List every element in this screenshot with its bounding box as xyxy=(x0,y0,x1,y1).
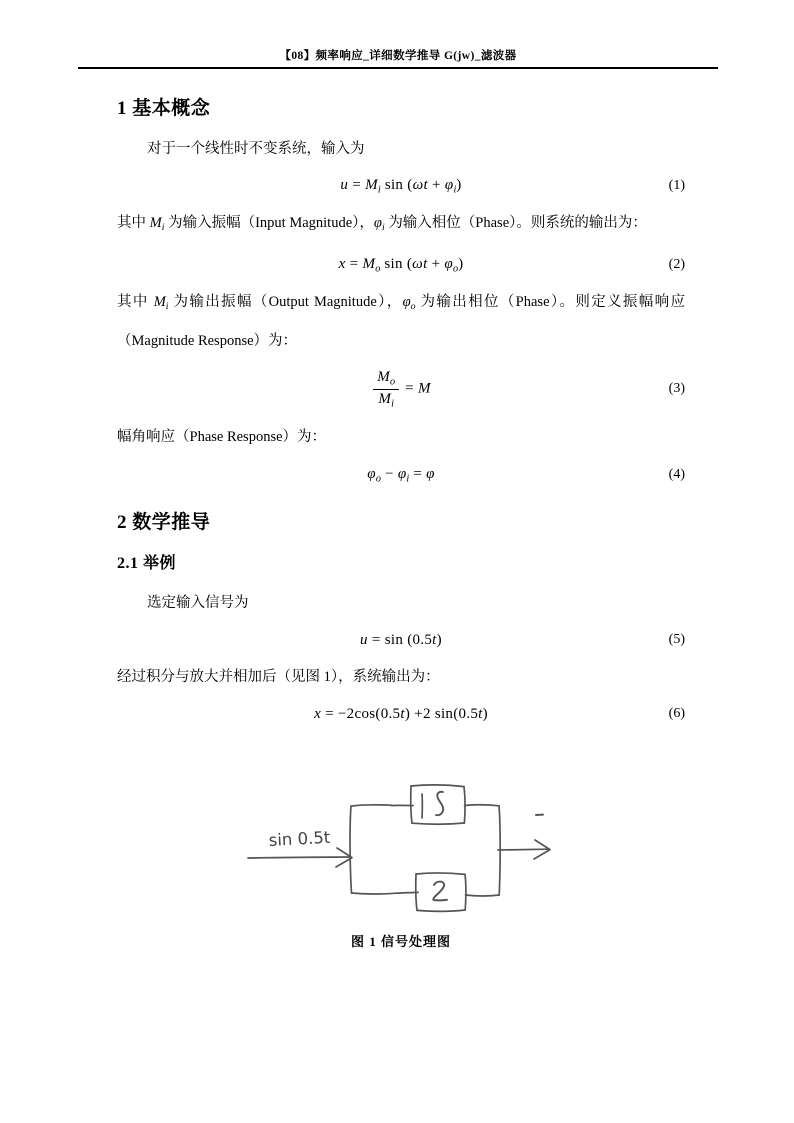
eq4-rhs: φ xyxy=(426,466,435,483)
eq2-omega: ω xyxy=(412,256,424,273)
integrator-block-bottom xyxy=(412,823,464,824)
equation-2-number: (2) xyxy=(668,257,685,273)
eq5-sin: sin xyxy=(384,631,404,648)
eq1-close-paren: ) xyxy=(456,176,462,193)
eq6-close-paren-1: ) xyxy=(404,705,411,722)
paragraph-3-symbol-M-sub: i xyxy=(165,301,169,313)
eq3-num-M: M xyxy=(377,369,390,386)
eq6-equals: = xyxy=(325,705,334,722)
paragraph-3-symbol-phi: φ xyxy=(402,294,411,311)
eq1-magnitude: M xyxy=(365,176,378,193)
eq2-close-paren: ) xyxy=(458,256,464,273)
eq2-phi-sub: o xyxy=(453,263,459,275)
gain-two-glyph xyxy=(433,882,447,901)
paragraph-2-run-b: 为输入振幅（Input Magnitude）， xyxy=(164,215,374,231)
paragraph-3-run-c: 为输出相位（Phase）。则定义振幅响应（Magnitude Response）为： xyxy=(117,294,685,350)
eq6-coefficient-2: 2 xyxy=(422,705,431,722)
paragraph-3-run-a: 其中 xyxy=(117,294,154,311)
paragraph-2-symbol-phi-sub: i xyxy=(381,222,385,234)
eq6-t-2: t xyxy=(478,705,483,722)
eq6-close-paren-2: ) xyxy=(482,705,488,722)
page-header xyxy=(78,48,718,69)
eq3-fraction xyxy=(373,369,399,409)
eq1-phi-sub: i xyxy=(453,184,457,196)
eq1-omega: ω xyxy=(412,176,424,193)
eq3-equals: = xyxy=(405,380,414,397)
equation-4-body xyxy=(367,466,435,484)
eq5-close-paren: ) xyxy=(436,631,442,648)
merge-wire-bottom xyxy=(466,895,500,896)
equation-1-number: (1) xyxy=(668,178,685,193)
eq4-phi-out-sub: o xyxy=(375,473,381,485)
eq6-open-paren-2: ( xyxy=(453,705,459,722)
eq6-coefficient-1: 0.5 xyxy=(380,705,401,722)
eq3-rhs: M xyxy=(417,380,431,397)
input-signal-label: sin 0.5t xyxy=(268,827,331,850)
eq4-phi-in: φ xyxy=(397,466,407,483)
eq5-open-paren: ( xyxy=(407,631,413,648)
paragraph-3-symbol-M: M xyxy=(153,294,166,311)
paragraph-6: 经过积分与放大并相加后（见图 1），系统输出为： xyxy=(117,669,440,686)
eq2-magnitude-sub: o xyxy=(375,263,381,275)
header-title: 【08】频率响应_详细数学推导 G(jw)_滤波器 xyxy=(279,50,517,62)
paragraph-3 xyxy=(117,285,685,358)
eq2-plus: + xyxy=(431,256,441,273)
eq2-phi: φ xyxy=(444,256,454,273)
input-line xyxy=(248,857,349,858)
equation-1-row xyxy=(117,166,685,206)
eq4-phi-out: φ xyxy=(367,466,376,483)
split-box-left xyxy=(350,806,351,893)
eq1-magnitude-sub: i xyxy=(377,184,381,196)
equation-5-body xyxy=(360,632,442,649)
eq1-sin: sin xyxy=(384,176,404,193)
paragraph-2-run-c: 为输入相位（Phase）。则系统的输出为： xyxy=(384,215,647,231)
equation-4-row xyxy=(117,454,685,496)
equation-6-number: (6) xyxy=(668,706,685,722)
figure-block xyxy=(117,778,685,950)
equation-4-number: (4) xyxy=(668,467,685,483)
paragraph-2-symbol-M-sub: i xyxy=(161,222,165,234)
eq1-equals: = xyxy=(352,176,362,193)
eq6-sin: sin xyxy=(434,705,454,722)
integrator-block-top xyxy=(411,785,464,787)
paragraph-3-run-b: 为输出振幅（Output Magnitude）， xyxy=(168,294,403,311)
equation-6-body xyxy=(314,706,488,723)
equation-2-row xyxy=(117,245,685,285)
figure-caption: 图 1 信号处理图 xyxy=(350,934,451,949)
header-rule xyxy=(78,67,718,69)
eq1-open-paren: ( xyxy=(407,176,413,193)
eq3-den-sub: i xyxy=(391,398,394,410)
split-box-top xyxy=(352,805,391,806)
integrator-block-left xyxy=(411,786,412,823)
split-box-bottom xyxy=(352,893,397,894)
eq6-t-1: t xyxy=(400,705,405,722)
equation-2-body xyxy=(339,256,464,274)
equation-6-row xyxy=(117,694,685,734)
output-line xyxy=(498,849,548,850)
subsection-heading-2-1: 2.1 举例 xyxy=(117,555,177,573)
eq4-minus: − xyxy=(384,466,394,483)
bottom-branch-wire xyxy=(396,892,418,893)
eq2-open-paren: ( xyxy=(406,256,413,273)
paragraph-5: 选定输入信号为 xyxy=(147,595,249,612)
eq5-equals: = xyxy=(371,631,381,648)
eq6-open-paren-1: ( xyxy=(375,705,381,722)
eq1-plus: + xyxy=(432,176,441,193)
equation-1-body xyxy=(340,177,461,195)
eq1-phi: φ xyxy=(444,176,454,193)
paragraph-2-run-a: 其中 xyxy=(117,215,150,231)
paragraph-4: 幅角响应（Phase Response）为： xyxy=(117,429,327,446)
equation-5-number: (5) xyxy=(668,632,685,648)
eq6-coefficient-3: 0.5 xyxy=(458,705,479,722)
paragraph-2 xyxy=(117,206,685,245)
eq1-t: t xyxy=(423,176,428,193)
section-heading-2: 2 数学推导 xyxy=(117,512,211,534)
equation-5-row xyxy=(117,620,685,660)
gain-block-top xyxy=(416,873,465,874)
eq3-numerator xyxy=(373,369,399,390)
eq3-denominator xyxy=(373,390,399,410)
eq6-lhs: x xyxy=(314,705,322,722)
paragraph-2-symbol-M: M xyxy=(149,215,162,231)
paragraph-3-symbol-phi-sub: o xyxy=(410,301,416,313)
signal-processing-diagram xyxy=(236,778,566,923)
eq3-den-M: M xyxy=(378,390,392,407)
equation-3-row xyxy=(117,358,685,420)
equation-3-body xyxy=(371,369,431,409)
eq5-lhs: u xyxy=(360,631,368,648)
paragraph-2-symbol-phi: φ xyxy=(373,215,382,231)
eq2-t: t xyxy=(423,256,428,273)
merge-wire-top xyxy=(465,805,500,806)
eq2-lhs: x xyxy=(338,256,346,273)
document-body xyxy=(117,96,685,734)
eq5-coefficient: 0.5 xyxy=(412,631,433,648)
paragraph-1: 对于一个线性时不变系统，输入为 xyxy=(147,141,365,157)
eq2-magnitude: M xyxy=(362,256,376,273)
eq3-num-sub: o xyxy=(390,376,396,388)
eq6-plus: + xyxy=(414,705,423,722)
gain-block-bottom xyxy=(417,910,465,911)
eq1-lhs: u xyxy=(340,176,349,193)
eq2-equals: = xyxy=(349,256,359,273)
eq4-phi-in-sub: i xyxy=(406,473,410,485)
eq6-cos: cos xyxy=(354,705,376,722)
integral-sign-glyph xyxy=(436,792,443,815)
section-heading-1: 1 基本概念 xyxy=(117,98,211,119)
eq4-equals: = xyxy=(413,466,423,483)
eq6-neg-coefficient: −2 xyxy=(337,705,355,722)
eq5-t: t xyxy=(432,631,437,648)
eq2-sin: sin xyxy=(384,256,403,273)
equation-3-number: (3) xyxy=(668,381,685,397)
gain-block-right xyxy=(465,874,466,910)
